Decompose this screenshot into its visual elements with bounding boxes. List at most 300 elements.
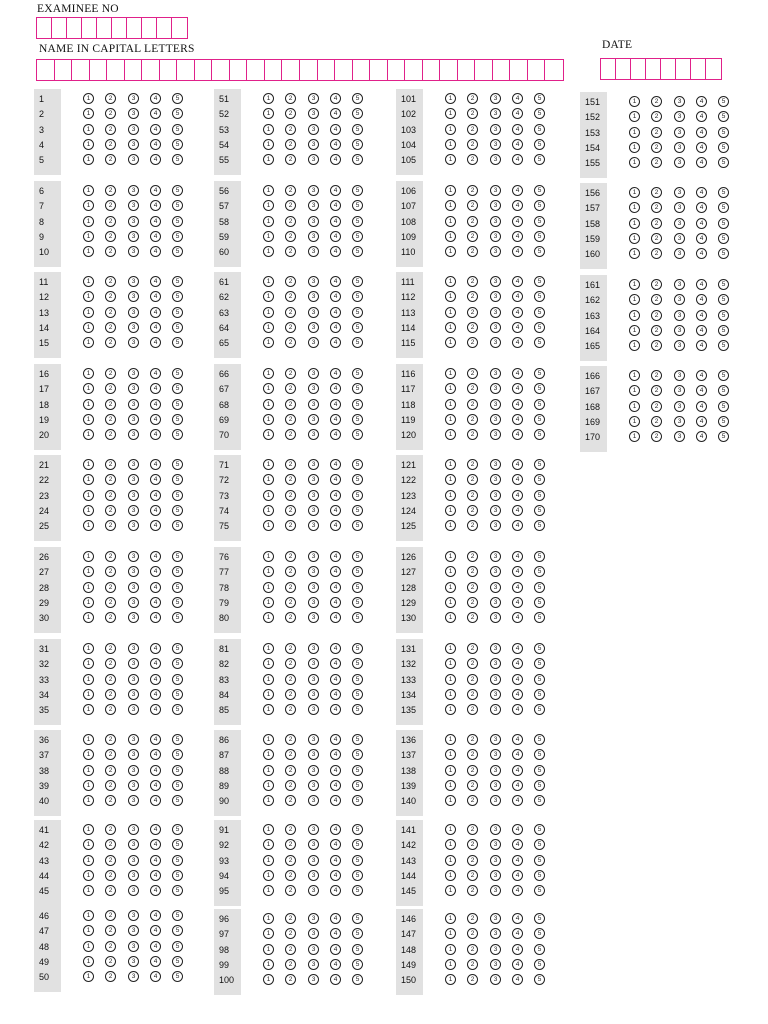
answer-bubble-2[interactable]: 2 [467, 399, 478, 410]
answer-bubble-4[interactable]: 4 [150, 246, 161, 257]
answer-bubble-2[interactable]: 2 [105, 307, 116, 318]
answer-bubble-3[interactable]: 3 [128, 291, 139, 302]
answer-bubble-3[interactable]: 3 [308, 322, 319, 333]
answer-bubble-3[interactable]: 3 [490, 429, 501, 440]
answer-bubble-3[interactable]: 3 [128, 414, 139, 425]
answer-bubble-5[interactable]: 5 [172, 704, 183, 715]
answer-bubble-1[interactable]: 1 [445, 795, 456, 806]
answer-bubble-4[interactable]: 4 [150, 956, 161, 967]
answer-bubble-4[interactable]: 4 [330, 974, 341, 985]
answer-bubble-4[interactable]: 4 [512, 780, 523, 791]
answer-bubble-2[interactable]: 2 [105, 551, 116, 562]
answer-bubble-4[interactable]: 4 [330, 612, 341, 623]
answer-bubble-2[interactable]: 2 [285, 658, 296, 669]
answer-bubble-4[interactable]: 4 [512, 231, 523, 242]
answer-bubble-3[interactable]: 3 [308, 974, 319, 985]
answer-bubble-4[interactable]: 4 [696, 279, 707, 290]
answer-bubble-5[interactable]: 5 [172, 839, 183, 850]
answer-bubble-4[interactable]: 4 [512, 490, 523, 501]
answer-bubble-2[interactable]: 2 [105, 824, 116, 835]
answer-bubble-4[interactable]: 4 [150, 139, 161, 150]
answer-bubble-5[interactable]: 5 [352, 139, 363, 150]
answer-bubble-2[interactable]: 2 [651, 325, 662, 336]
answer-bubble-5[interactable]: 5 [534, 974, 545, 985]
answer-bubble-5[interactable]: 5 [534, 658, 545, 669]
answer-bubble-3[interactable]: 3 [308, 885, 319, 896]
answer-bubble-3[interactable]: 3 [128, 824, 139, 835]
answer-bubble-4[interactable]: 4 [512, 368, 523, 379]
answer-bubble-5[interactable]: 5 [352, 185, 363, 196]
answer-bubble-5[interactable]: 5 [172, 765, 183, 776]
answer-bubble-5[interactable]: 5 [534, 216, 545, 227]
answer-bubble-2[interactable]: 2 [467, 291, 478, 302]
answer-bubble-2[interactable]: 2 [105, 414, 116, 425]
answer-bubble-2[interactable]: 2 [285, 505, 296, 516]
answer-bubble-2[interactable]: 2 [285, 520, 296, 531]
answer-bubble-1[interactable]: 1 [445, 383, 456, 394]
answer-bubble-1[interactable]: 1 [263, 139, 274, 150]
answer-bubble-4[interactable]: 4 [150, 925, 161, 936]
answer-bubble-4[interactable]: 4 [150, 414, 161, 425]
answer-bubble-2[interactable]: 2 [467, 216, 478, 227]
answer-bubble-4[interactable]: 4 [330, 765, 341, 776]
answer-bubble-2[interactable]: 2 [105, 582, 116, 593]
answer-bubble-4[interactable]: 4 [330, 291, 341, 302]
answer-bubble-2[interactable]: 2 [105, 337, 116, 348]
date-box[interactable] [676, 59, 691, 79]
answer-bubble-5[interactable]: 5 [534, 124, 545, 135]
answer-bubble-5[interactable]: 5 [172, 520, 183, 531]
answer-bubble-5[interactable]: 5 [718, 279, 729, 290]
answer-bubble-1[interactable]: 1 [629, 127, 640, 138]
answer-bubble-3[interactable]: 3 [674, 248, 685, 259]
answer-bubble-1[interactable]: 1 [263, 795, 274, 806]
date-box[interactable] [691, 59, 706, 79]
answer-bubble-1[interactable]: 1 [445, 337, 456, 348]
answer-bubble-1[interactable]: 1 [629, 325, 640, 336]
answer-bubble-1[interactable]: 1 [83, 566, 94, 577]
answer-bubble-4[interactable]: 4 [150, 429, 161, 440]
answer-bubble-4[interactable]: 4 [150, 612, 161, 623]
answer-bubble-1[interactable]: 1 [445, 322, 456, 333]
answer-bubble-5[interactable]: 5 [352, 459, 363, 470]
answer-bubble-5[interactable]: 5 [172, 200, 183, 211]
answer-bubble-3[interactable]: 3 [128, 337, 139, 348]
answer-bubble-1[interactable]: 1 [445, 928, 456, 939]
answer-bubble-1[interactable]: 1 [263, 643, 274, 654]
answer-bubble-5[interactable]: 5 [718, 340, 729, 351]
answer-bubble-2[interactable]: 2 [651, 187, 662, 198]
answer-bubble-3[interactable]: 3 [490, 839, 501, 850]
answer-bubble-5[interactable]: 5 [352, 368, 363, 379]
answer-bubble-4[interactable]: 4 [150, 551, 161, 562]
answer-bubble-3[interactable]: 3 [490, 944, 501, 955]
examinee-no-box[interactable] [37, 18, 52, 38]
answer-bubble-2[interactable]: 2 [285, 154, 296, 165]
answer-bubble-5[interactable]: 5 [352, 870, 363, 881]
answer-bubble-3[interactable]: 3 [490, 674, 501, 685]
answer-bubble-5[interactable]: 5 [534, 795, 545, 806]
answer-bubble-5[interactable]: 5 [718, 385, 729, 396]
answer-bubble-5[interactable]: 5 [534, 337, 545, 348]
answer-bubble-5[interactable]: 5 [534, 459, 545, 470]
answer-bubble-1[interactable]: 1 [629, 187, 640, 198]
answer-bubble-4[interactable]: 4 [150, 520, 161, 531]
answer-bubble-3[interactable]: 3 [128, 490, 139, 501]
answer-bubble-1[interactable]: 1 [629, 279, 640, 290]
answer-bubble-4[interactable]: 4 [512, 139, 523, 150]
answer-bubble-2[interactable]: 2 [467, 689, 478, 700]
answer-bubble-2[interactable]: 2 [467, 597, 478, 608]
answer-bubble-1[interactable]: 1 [629, 416, 640, 427]
answer-bubble-5[interactable]: 5 [718, 325, 729, 336]
answer-bubble-3[interactable]: 3 [490, 383, 501, 394]
answer-bubble-2[interactable]: 2 [467, 855, 478, 866]
answer-bubble-5[interactable]: 5 [534, 870, 545, 881]
answer-bubble-2[interactable]: 2 [467, 944, 478, 955]
answer-bubble-3[interactable]: 3 [490, 276, 501, 287]
answer-bubble-5[interactable]: 5 [352, 124, 363, 135]
answer-bubble-3[interactable]: 3 [674, 142, 685, 153]
answer-bubble-1[interactable]: 1 [263, 108, 274, 119]
answer-bubble-3[interactable]: 3 [490, 824, 501, 835]
answer-bubble-5[interactable]: 5 [352, 246, 363, 257]
answer-bubble-3[interactable]: 3 [128, 474, 139, 485]
answer-bubble-3[interactable]: 3 [308, 959, 319, 970]
answer-bubble-2[interactable]: 2 [467, 870, 478, 881]
answer-bubble-1[interactable]: 1 [629, 431, 640, 442]
name-box[interactable] [335, 60, 353, 80]
answer-bubble-2[interactable]: 2 [105, 200, 116, 211]
answer-bubble-1[interactable]: 1 [263, 216, 274, 227]
answer-bubble-1[interactable]: 1 [83, 941, 94, 952]
answer-bubble-3[interactable]: 3 [490, 185, 501, 196]
answer-bubble-2[interactable]: 2 [285, 93, 296, 104]
answer-bubble-1[interactable]: 1 [83, 505, 94, 516]
answer-bubble-5[interactable]: 5 [352, 200, 363, 211]
answer-bubble-5[interactable]: 5 [352, 612, 363, 623]
answer-bubble-5[interactable]: 5 [352, 734, 363, 745]
answer-bubble-5[interactable]: 5 [172, 231, 183, 242]
name-box[interactable] [545, 60, 563, 80]
answer-bubble-5[interactable]: 5 [718, 431, 729, 442]
examinee-no-box[interactable] [142, 18, 157, 38]
answer-bubble-3[interactable]: 3 [128, 734, 139, 745]
answer-bubble-4[interactable]: 4 [696, 111, 707, 122]
answer-bubble-2[interactable]: 2 [467, 551, 478, 562]
answer-bubble-2[interactable]: 2 [467, 474, 478, 485]
answer-bubble-1[interactable]: 1 [83, 551, 94, 562]
answer-bubble-4[interactable]: 4 [512, 93, 523, 104]
answer-bubble-1[interactable]: 1 [629, 248, 640, 259]
answer-bubble-3[interactable]: 3 [308, 749, 319, 760]
answer-bubble-3[interactable]: 3 [490, 108, 501, 119]
answer-bubble-3[interactable]: 3 [128, 582, 139, 593]
answer-bubble-3[interactable]: 3 [674, 233, 685, 244]
answer-bubble-1[interactable]: 1 [263, 200, 274, 211]
answer-bubble-3[interactable]: 3 [308, 459, 319, 470]
answer-bubble-4[interactable]: 4 [512, 291, 523, 302]
answer-bubble-2[interactable]: 2 [467, 674, 478, 685]
answer-bubble-1[interactable]: 1 [83, 795, 94, 806]
answer-bubble-5[interactable]: 5 [534, 429, 545, 440]
answer-bubble-1[interactable]: 1 [629, 385, 640, 396]
answer-bubble-4[interactable]: 4 [696, 416, 707, 427]
answer-bubble-3[interactable]: 3 [308, 870, 319, 881]
answer-bubble-3[interactable]: 3 [128, 154, 139, 165]
answer-bubble-5[interactable]: 5 [718, 142, 729, 153]
answer-bubble-5[interactable]: 5 [718, 218, 729, 229]
answer-bubble-2[interactable]: 2 [651, 279, 662, 290]
answer-bubble-3[interactable]: 3 [490, 974, 501, 985]
answer-bubble-4[interactable]: 4 [696, 294, 707, 305]
answer-bubble-4[interactable]: 4 [512, 200, 523, 211]
answer-bubble-1[interactable]: 1 [83, 765, 94, 776]
answer-bubble-4[interactable]: 4 [330, 322, 341, 333]
answer-bubble-3[interactable]: 3 [490, 474, 501, 485]
answer-bubble-4[interactable]: 4 [150, 200, 161, 211]
answer-bubble-2[interactable]: 2 [467, 795, 478, 806]
answer-bubble-5[interactable]: 5 [352, 337, 363, 348]
answer-bubble-3[interactable]: 3 [308, 429, 319, 440]
answer-bubble-2[interactable]: 2 [105, 658, 116, 669]
answer-bubble-1[interactable]: 1 [445, 749, 456, 760]
answer-bubble-5[interactable]: 5 [352, 913, 363, 924]
answer-bubble-3[interactable]: 3 [128, 689, 139, 700]
answer-bubble-3[interactable]: 3 [490, 216, 501, 227]
answer-bubble-3[interactable]: 3 [490, 597, 501, 608]
answer-bubble-3[interactable]: 3 [490, 885, 501, 896]
answer-bubble-5[interactable]: 5 [172, 124, 183, 135]
answer-bubble-3[interactable]: 3 [490, 795, 501, 806]
answer-bubble-2[interactable]: 2 [285, 490, 296, 501]
answer-bubble-4[interactable]: 4 [330, 490, 341, 501]
name-box[interactable] [142, 60, 160, 80]
answer-bubble-4[interactable]: 4 [150, 795, 161, 806]
answer-bubble-2[interactable]: 2 [285, 913, 296, 924]
answer-bubble-4[interactable]: 4 [512, 551, 523, 562]
answer-bubble-3[interactable]: 3 [490, 928, 501, 939]
answer-bubble-4[interactable]: 4 [150, 780, 161, 791]
answer-bubble-4[interactable]: 4 [150, 971, 161, 982]
answer-bubble-1[interactable]: 1 [83, 368, 94, 379]
answer-bubble-1[interactable]: 1 [445, 674, 456, 685]
answer-bubble-1[interactable]: 1 [263, 824, 274, 835]
answer-bubble-1[interactable]: 1 [629, 294, 640, 305]
name-box[interactable] [528, 60, 546, 80]
answer-bubble-4[interactable]: 4 [512, 885, 523, 896]
answer-bubble-2[interactable]: 2 [467, 322, 478, 333]
answer-bubble-2[interactable]: 2 [467, 749, 478, 760]
answer-bubble-5[interactable]: 5 [534, 291, 545, 302]
answer-bubble-2[interactable]: 2 [651, 401, 662, 412]
answer-bubble-1[interactable]: 1 [445, 704, 456, 715]
answer-bubble-1[interactable]: 1 [445, 597, 456, 608]
answer-bubble-4[interactable]: 4 [150, 368, 161, 379]
answer-bubble-2[interactable]: 2 [467, 246, 478, 257]
answer-bubble-2[interactable]: 2 [105, 474, 116, 485]
answer-bubble-4[interactable]: 4 [696, 142, 707, 153]
answer-bubble-3[interactable]: 3 [128, 885, 139, 896]
answer-bubble-3[interactable]: 3 [128, 368, 139, 379]
answer-bubble-1[interactable]: 1 [83, 414, 94, 425]
examinee-no-box[interactable] [82, 18, 97, 38]
answer-bubble-4[interactable]: 4 [696, 401, 707, 412]
answer-bubble-5[interactable]: 5 [172, 322, 183, 333]
name-box[interactable] [405, 60, 423, 80]
answer-bubble-4[interactable]: 4 [512, 839, 523, 850]
answer-bubble-1[interactable]: 1 [445, 291, 456, 302]
answer-bubble-3[interactable]: 3 [308, 839, 319, 850]
answer-bubble-1[interactable]: 1 [83, 582, 94, 593]
answer-bubble-5[interactable]: 5 [534, 322, 545, 333]
answer-bubble-3[interactable]: 3 [490, 658, 501, 669]
answer-bubble-2[interactable]: 2 [105, 429, 116, 440]
answer-bubble-3[interactable]: 3 [128, 551, 139, 562]
answer-bubble-5[interactable]: 5 [172, 185, 183, 196]
answer-bubble-3[interactable]: 3 [674, 431, 685, 442]
answer-bubble-2[interactable]: 2 [285, 689, 296, 700]
name-box[interactable] [475, 60, 493, 80]
answer-bubble-2[interactable]: 2 [651, 248, 662, 259]
answer-bubble-3[interactable]: 3 [128, 941, 139, 952]
answer-bubble-5[interactable]: 5 [172, 824, 183, 835]
answer-bubble-2[interactable]: 2 [285, 399, 296, 410]
answer-bubble-4[interactable]: 4 [150, 216, 161, 227]
answer-bubble-5[interactable]: 5 [718, 370, 729, 381]
answer-bubble-2[interactable]: 2 [467, 839, 478, 850]
answer-bubble-5[interactable]: 5 [534, 93, 545, 104]
answer-bubble-1[interactable]: 1 [263, 399, 274, 410]
answer-bubble-5[interactable]: 5 [352, 216, 363, 227]
answer-bubble-3[interactable]: 3 [128, 246, 139, 257]
answer-bubble-2[interactable]: 2 [467, 885, 478, 896]
answer-bubble-1[interactable]: 1 [83, 824, 94, 835]
answer-bubble-1[interactable]: 1 [445, 658, 456, 669]
answer-bubble-1[interactable]: 1 [629, 401, 640, 412]
answer-bubble-2[interactable]: 2 [285, 124, 296, 135]
answer-bubble-1[interactable]: 1 [263, 974, 274, 985]
answer-bubble-4[interactable]: 4 [512, 108, 523, 119]
answer-bubble-2[interactable]: 2 [467, 582, 478, 593]
answer-bubble-2[interactable]: 2 [467, 734, 478, 745]
answer-bubble-5[interactable]: 5 [172, 474, 183, 485]
answer-bubble-5[interactable]: 5 [718, 248, 729, 259]
answer-bubble-3[interactable]: 3 [308, 124, 319, 135]
answer-bubble-1[interactable]: 1 [629, 233, 640, 244]
answer-bubble-3[interactable]: 3 [308, 551, 319, 562]
name-box[interactable] [300, 60, 318, 80]
answer-bubble-5[interactable]: 5 [172, 337, 183, 348]
answer-bubble-2[interactable]: 2 [105, 322, 116, 333]
answer-bubble-3[interactable]: 3 [490, 704, 501, 715]
answer-bubble-4[interactable]: 4 [512, 928, 523, 939]
answer-bubble-5[interactable]: 5 [534, 612, 545, 623]
name-box[interactable] [160, 60, 178, 80]
answer-bubble-3[interactable]: 3 [674, 294, 685, 305]
examinee-no-box[interactable] [52, 18, 67, 38]
answer-bubble-2[interactable]: 2 [105, 276, 116, 287]
answer-bubble-5[interactable]: 5 [534, 780, 545, 791]
answer-bubble-3[interactable]: 3 [128, 765, 139, 776]
answer-bubble-5[interactable]: 5 [172, 246, 183, 257]
answer-bubble-5[interactable]: 5 [172, 276, 183, 287]
answer-bubble-4[interactable]: 4 [696, 127, 707, 138]
answer-bubble-4[interactable]: 4 [330, 154, 341, 165]
answer-bubble-5[interactable]: 5 [534, 959, 545, 970]
answer-bubble-2[interactable]: 2 [285, 231, 296, 242]
answer-bubble-3[interactable]: 3 [490, 231, 501, 242]
answer-bubble-1[interactable]: 1 [445, 108, 456, 119]
answer-bubble-4[interactable]: 4 [150, 322, 161, 333]
answer-bubble-5[interactable]: 5 [172, 307, 183, 318]
name-box[interactable] [353, 60, 371, 80]
answer-bubble-1[interactable]: 1 [83, 154, 94, 165]
answer-bubble-2[interactable]: 2 [467, 414, 478, 425]
answer-bubble-5[interactable]: 5 [534, 490, 545, 501]
answer-bubble-4[interactable]: 4 [330, 414, 341, 425]
answer-bubble-2[interactable]: 2 [285, 795, 296, 806]
answer-bubble-2[interactable]: 2 [285, 566, 296, 577]
answer-bubble-2[interactable]: 2 [651, 157, 662, 168]
answer-bubble-3[interactable]: 3 [128, 956, 139, 967]
answer-bubble-2[interactable]: 2 [285, 246, 296, 257]
answer-bubble-4[interactable]: 4 [150, 941, 161, 952]
answer-bubble-1[interactable]: 1 [263, 734, 274, 745]
answer-bubble-2[interactable]: 2 [467, 704, 478, 715]
answer-bubble-3[interactable]: 3 [128, 93, 139, 104]
answer-bubble-2[interactable]: 2 [285, 704, 296, 715]
answer-bubble-2[interactable]: 2 [467, 913, 478, 924]
answer-bubble-5[interactable]: 5 [352, 429, 363, 440]
answer-bubble-3[interactable]: 3 [308, 689, 319, 700]
answer-bubble-2[interactable]: 2 [285, 368, 296, 379]
answer-bubble-2[interactable]: 2 [467, 765, 478, 776]
answer-bubble-5[interactable]: 5 [534, 913, 545, 924]
answer-bubble-3[interactable]: 3 [490, 959, 501, 970]
answer-bubble-4[interactable]: 4 [512, 944, 523, 955]
name-box[interactable] [212, 60, 230, 80]
date-box[interactable] [631, 59, 646, 79]
examinee-no-box[interactable] [127, 18, 142, 38]
answer-bubble-4[interactable]: 4 [696, 325, 707, 336]
answer-bubble-2[interactable]: 2 [285, 643, 296, 654]
answer-bubble-5[interactable]: 5 [352, 704, 363, 715]
answer-bubble-3[interactable]: 3 [308, 414, 319, 425]
answer-bubble-3[interactable]: 3 [674, 385, 685, 396]
answer-bubble-5[interactable]: 5 [534, 944, 545, 955]
answer-bubble-5[interactable]: 5 [534, 839, 545, 850]
answer-bubble-1[interactable]: 1 [445, 855, 456, 866]
answer-bubble-4[interactable]: 4 [330, 231, 341, 242]
answer-bubble-4[interactable]: 4 [330, 689, 341, 700]
answer-bubble-5[interactable]: 5 [534, 108, 545, 119]
answer-bubble-1[interactable]: 1 [83, 139, 94, 150]
answer-bubble-3[interactable]: 3 [490, 459, 501, 470]
name-box[interactable] [230, 60, 248, 80]
answer-bubble-4[interactable]: 4 [330, 93, 341, 104]
answer-bubble-2[interactable]: 2 [105, 108, 116, 119]
answer-bubble-5[interactable]: 5 [534, 474, 545, 485]
answer-bubble-2[interactable]: 2 [105, 490, 116, 501]
answer-bubble-4[interactable]: 4 [696, 218, 707, 229]
answer-bubble-3[interactable]: 3 [308, 944, 319, 955]
answer-bubble-1[interactable]: 1 [445, 414, 456, 425]
answer-bubble-5[interactable]: 5 [352, 855, 363, 866]
answer-bubble-2[interactable]: 2 [105, 870, 116, 881]
answer-bubble-2[interactable]: 2 [467, 93, 478, 104]
answer-bubble-1[interactable]: 1 [263, 383, 274, 394]
